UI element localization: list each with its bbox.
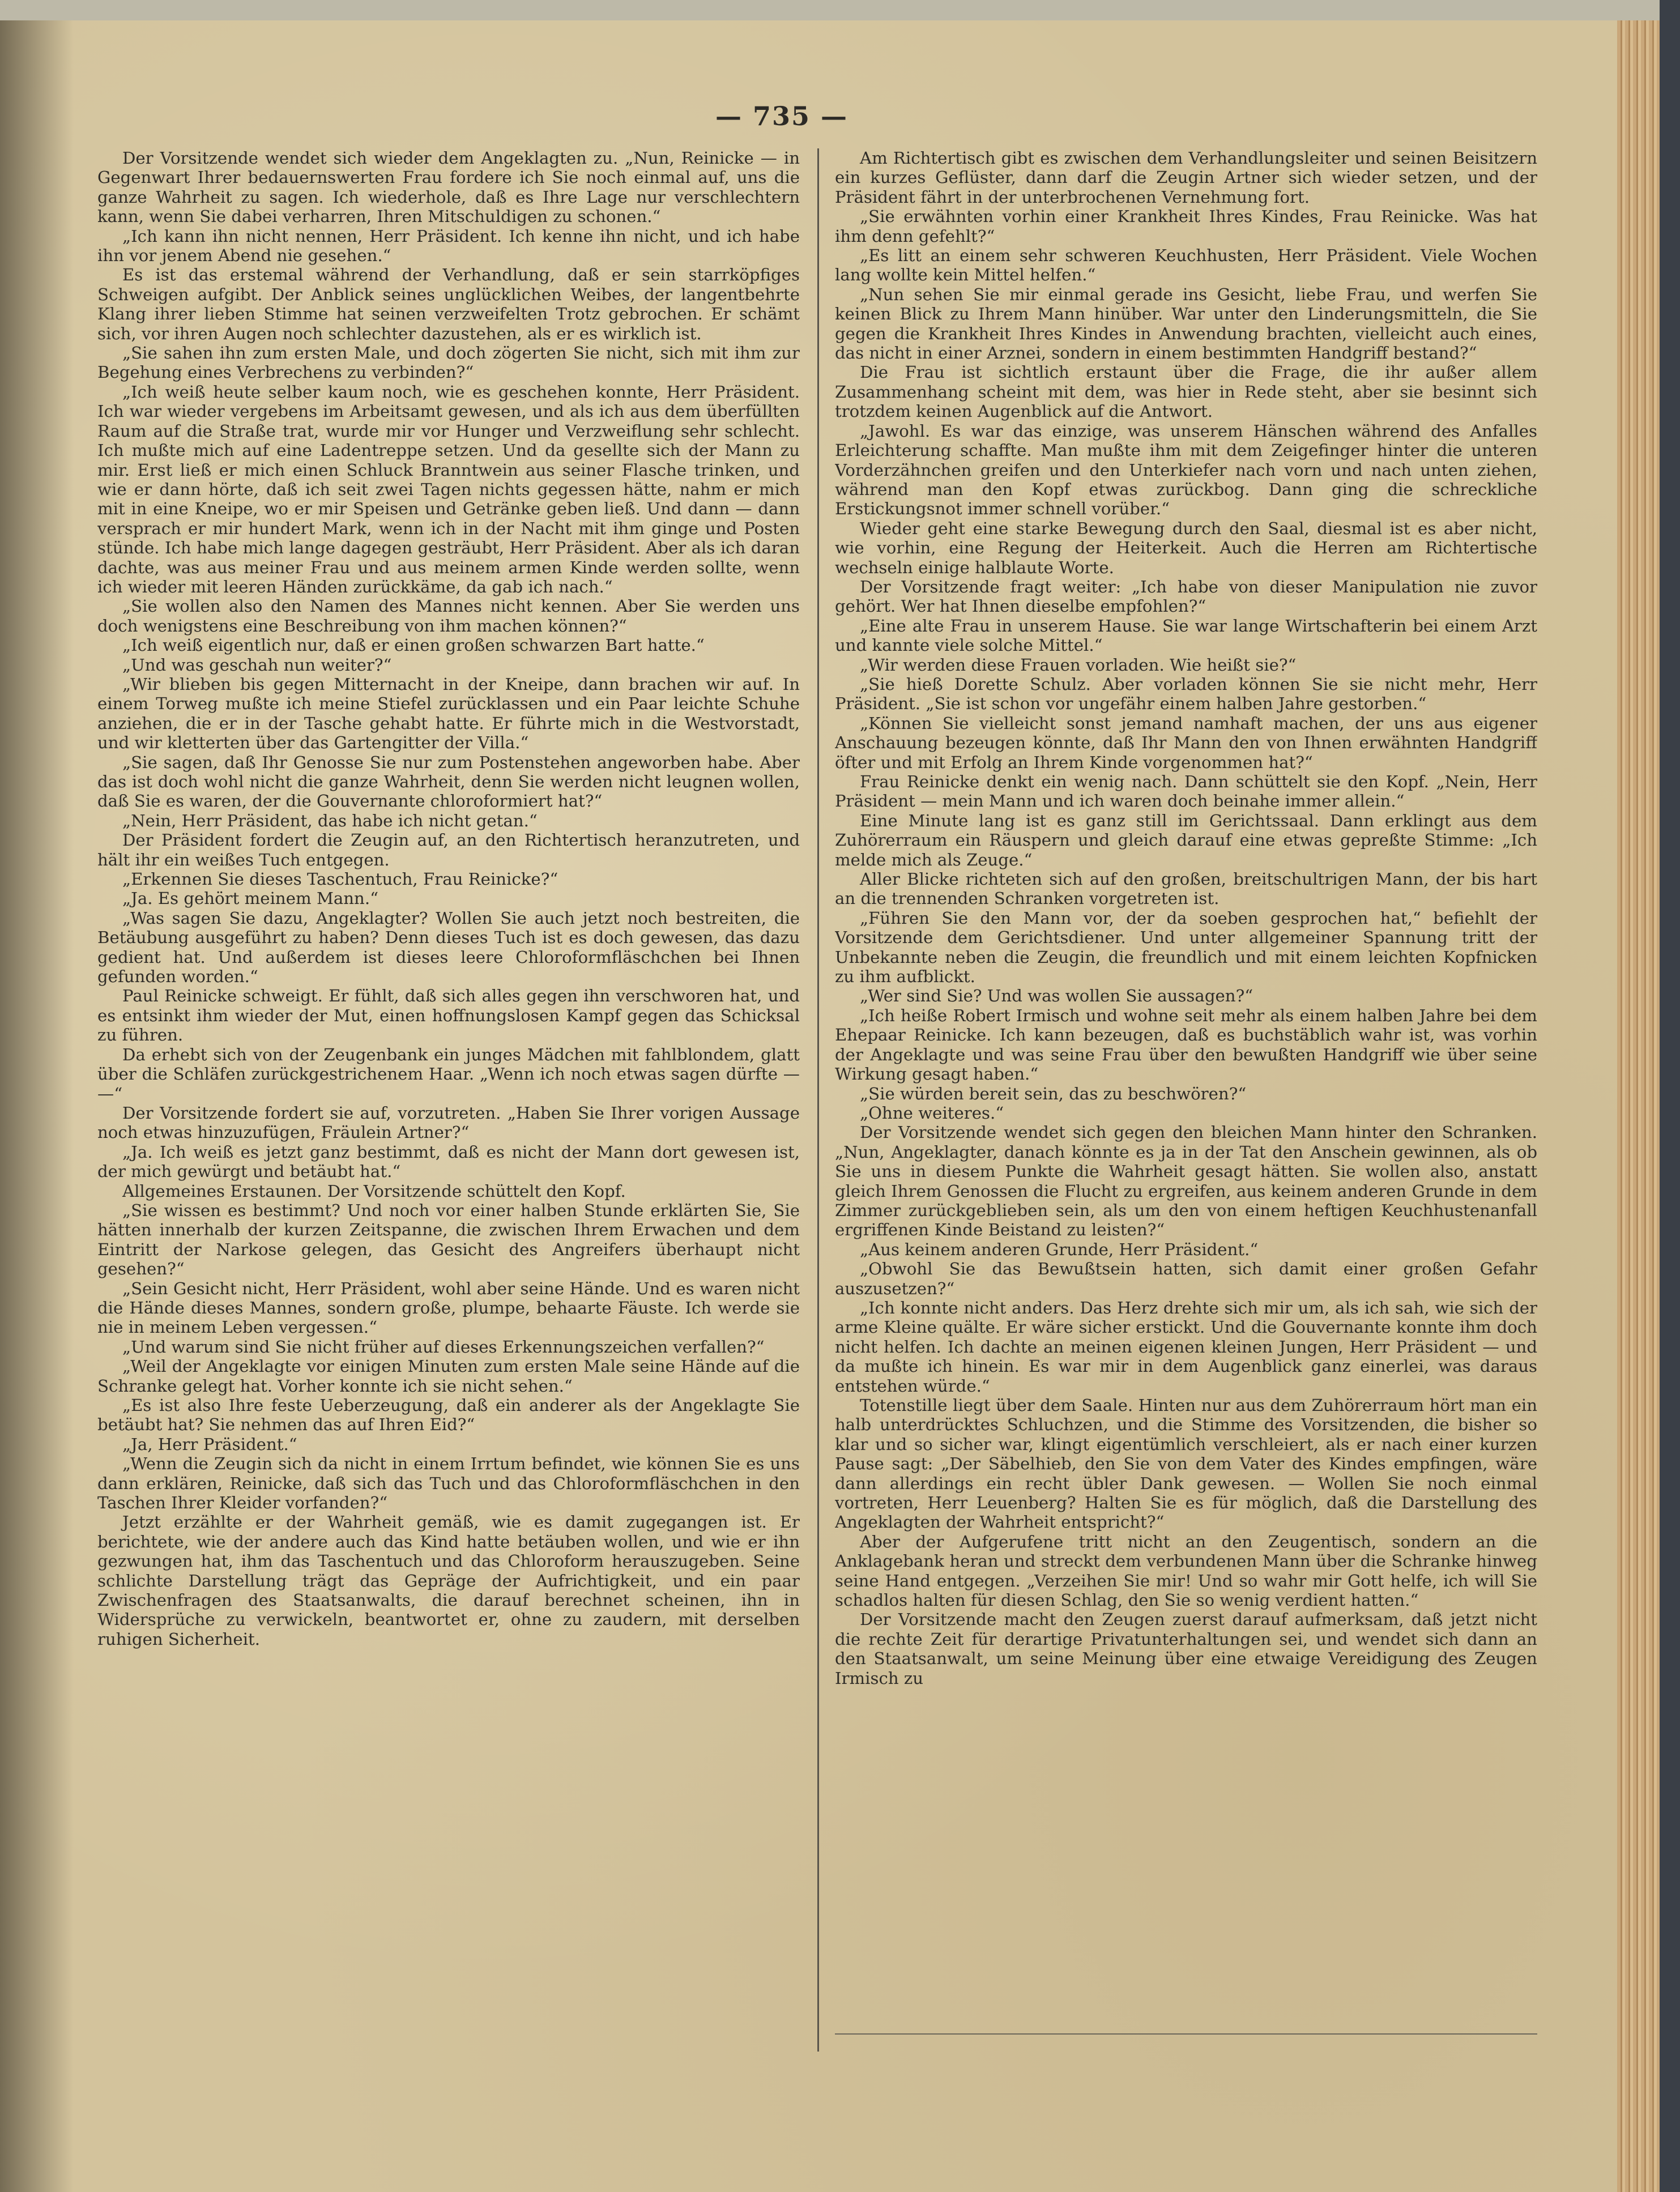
- paragraph: „Erkennen Sie dieses Taschentuch, Frau Reinicke?“: [122, 869, 558, 889]
- text-column-left: [97, 148, 800, 2052]
- paragraph: „Sie wissen es bestimmt? Und noch vor einer halben Stunde erklärten Sie, Sie hätten innerhalb der kurzen Zeitspanne, die zwischen Ihrem Erwachen und dem Eintritt der Narkose gelegen, das Gesicht des Angreifers überhaupt nicht gesehen?“: [97, 1200, 800, 1279]
- paragraph: Frau Reinicke denkt ein wenig nach. Dann schüttelt sie den Kopf. „Nein, Herr Präsident — mein Mann und ich waren doch beinahe immer allein.“: [835, 772, 1537, 811]
- paragraph: „Sie sagen, daß Ihr Genosse Sie nur zum Postenstehen angeworben habe. Aber das ist doch wohl nicht die ganze Wahrheit, denn Sie werden nicht leugnen wollen, daß Sie es waren, der die Gouvernante chloroformiert hat?“: [97, 752, 800, 811]
- paragraph: „Führen Sie den Mann vor, der da soeben gesprochen hat,“ befiehlt der Vorsitzende dem Gerichtsdiener. Und unter allgemeiner Spannung tritt der Unbekannte neben die Zeugin, die freundlich und mit einem leichten Kopfnicken zu ihm aufblickt.: [835, 908, 1537, 987]
- paragraph: Eine Minute lang ist es ganz still im Gerichtssaal. Dann erklingt aus dem Zuhörerraum ein Räuspern und gleich darauf eine etwas gepreßte Stimme: „Ich melde mich als Zeuge.“: [835, 811, 1537, 869]
- paragraph: „Ohne weiteres.“: [860, 1103, 1004, 1123]
- paragraph: Aller Blicke richteten sich auf den großen, breitschultrigen Mann, der bis hart an die trennenden Schranken vorgetreten ist.: [835, 869, 1537, 909]
- column-divider: [817, 148, 819, 2052]
- paragraph: „Und warum sind Sie nicht früher auf dieses Erkennungszeichen verfallen?“: [122, 1337, 765, 1357]
- paragraph: „Ich heiße Robert Irmisch und wohne seit mehr als einem halben Jahre bei dem Ehepaar Reinicke. Ich kann bezeugen, daß es buchstäblich wahr ist, was vorhin der Angeklagte und was seine Frau über den bewußten Handgriff wie über seine Wirkung gesagt haben.“: [835, 1005, 1537, 1084]
- paragraph: Totenstille liegt über dem Saale. Hinten nur aus dem Zuhörerraum hört man ein halb unterdrücktes Schluchzen, und die Stimme des Vorsitzenden, die bisher so klar und so sicher war, klingt eigentümlich verschleiert, als er nach einer kurzen Pause sagt: „Der Säbelhieb, den Sie von dem Vater des Kindes empfingen, wäre dann allerdings ein recht übler Dank gewesen. — Wollen Sie noch einmal vortreten, Herr Leuenberg? Halten Sie es für möglich, daß die Darstellung des Angeklagten der Wahrheit entspricht?“: [835, 1396, 1537, 1532]
- paragraph: „Nein, Herr Präsident, das habe ich nicht getan.“: [122, 811, 538, 830]
- paragraph: Die Frau ist sichtlich erstaunt über die Frage, die ihr außer allem Zusammenhang scheint mit dem, was hier in Rede steht, aber sie besinnt sich trotzdem keinen Augenblick auf die Antwort.: [835, 363, 1537, 421]
- paragraph: „Wir blieben bis gegen Mitternacht in der Kneipe, dann brachen wir auf. In einem Torweg mußte ich meine Stiefel zurücklassen und ein Paar leichte Schuhe anziehen, die er in der Tasche gehabt hatte. Er führte mich in die Westvorstadt, und wir kletterten über das Gartengitter der Villa.“: [97, 674, 800, 753]
- book-cover-edge: [1660, 0, 1680, 2192]
- paragraph: „Sie hieß Dorette Schulz. Aber vorladen können Sie sie nicht mehr, Herr Präsident. „Sie ist schon vor ungefähr einem halben Jahre gestorben.“: [835, 674, 1537, 714]
- paragraph: Paul Reinicke schweigt. Er fühlt, daß sich alles gegen ihn verschworen hat, und es entsinkt ihm wieder der Mut, einen hoffnungslosen Kampf gegen das Schicksal zu führen.: [97, 986, 800, 1045]
- paragraph: „Sie wollen also den Namen des Mannes nicht kennen. Aber Sie werden uns doch wenigstens eine Beschreibung von ihm machen können?“: [97, 596, 800, 636]
- paragraph: „Ich konnte nicht anders. Das Herz drehte sich mir um, als ich sah, wie sich der arme Kleine quälte. Er wäre sicher erstickt. Und die Gouvernante konnte ihm doch nicht helfen. Ich dachte an meinen eigenen kleinen Jungen, Herr Präsident — und da mußte ich hinein. Es war mir in dem Augenblick ganz einerlei, was daraus entstehen würde.“: [835, 1298, 1537, 1396]
- paragraph: Da erhebt sich von der Zeugenbank ein junges Mädchen mit fahlblondem, glatt über die Schläfen zurückgestrichenem Haar. „Wenn ich noch etwas sagen dürfte — —“: [97, 1044, 800, 1103]
- paragraph: „Wer sind Sie? Und was wollen Sie aussagen?“: [860, 986, 1253, 1006]
- paragraph: Der Vorsitzende fragt weiter: „Ich habe von dieser Manipulation nie zuvor gehört. Wer hat Ihnen dieselbe empfohlen?“: [835, 577, 1537, 616]
- text-column-right: [835, 148, 1537, 2052]
- paragraph: Der Vorsitzende wendet sich wieder dem Angeklagten zu. „Nun, Reinicke — in Gegenwart Ihrer bedauernswerten Frau fordere ich Sie noch einmal auf, uns die ganze Wahrheit zu sagen. Ich wiederhole, daß es Ihre Lage nur verschlechtern kann, wenn Sie dabei verharren, Ihren Mitschuldigen zu schonen.“: [97, 148, 800, 227]
- paragraph: „Können Sie vielleicht sonst jemand namhaft machen, der uns aus eigener Anschauung bezeugen könnte, daß Ihr Mann den von Ihnen erwähnten Handgriff öfter und mit Erfolg an Ihrem Kinde vorgenommen hat?“: [835, 713, 1537, 772]
- paragraph: Allgemeines Erstaunen. Der Vorsitzende schüttelt den Kopf.: [122, 1181, 626, 1201]
- paragraph: „Aus keinem anderen Grunde, Herr Präsident.“: [860, 1239, 1259, 1259]
- paragraph: Es ist das erstemal während der Verhandlung, daß er sein starrköpfiges Schweigen aufgibt. Der Anblick seines unglücklichen Weibes, der langentbehrte Klang ihrer lieben Stimme hat seinen verzweifelten Trotz gebrochen. Er schämt sich, vor ihren Augen noch schlechter dazustehen, als er es wirklich ist.: [97, 265, 800, 343]
- paragraph: „Wir werden diese Frauen vorladen. Wie heißt sie?“: [860, 655, 1297, 675]
- paragraph: „Sie sahen ihn zum ersten Male, und doch zögerten Sie nicht, sich mit ihm zur Begehung eines Verbrechens zu verbinden?“: [97, 343, 800, 382]
- paragraph: Der Vorsitzende macht den Zeugen zuerst darauf aufmerksam, daß jetzt nicht die rechte Zeit für derartige Privatunterhaltungen sei, und wendet sich dann an den Staatsanwalt, um seine Meinung über eine etwaige Vereidigung des Zeugen Irmisch zu: [835, 1610, 1537, 1688]
- paragraph: „Sie erwähnten vorhin einer Krankheit Ihres Kindes, Frau Reinicke. Was hat ihm denn gefehlt?“: [835, 207, 1537, 246]
- paragraph: „Ich weiß heute selber kaum noch, wie es geschehen konnte, Herr Präsident. Ich war wieder vergebens im Arbeitsamt gewesen, und als ich aus dem überfüllten Raum auf die Straße trat, wurde mir vor Hunger und Verzweiflung sehr schlecht. Ich mußte mich auf eine Ladentreppe setzen. Und da gesellte sich der Mann zu mir. Erst ließ er mich einen Schluck Branntwein aus seiner Flasche trinken, und wie er dann hörte, daß ich seit zwei Tagen nichts gegessen hätte, nahm er mich mit in eine Kneipe, wo er mir Speisen und Getränke geben ließ. Und dann — dann versprach er mir hundert Mark, wenn ich in der Nacht mit ihm ginge und Posten stünde. Ich habe mich lange dagegen gesträubt, Herr Präsident. Aber als ich daran dachte, was aus meiner Frau und aus meinem armen Kinde werden sollte, wenn ich wieder mit leeren Händen zurückkäme, da gab ich nach.“: [97, 382, 800, 596]
- paragraph: „Ich weiß eigentlich nur, daß er einen großen schwarzen Bart hatte.“: [122, 636, 705, 655]
- paragraph: Jetzt erzählte er der Wahrheit gemäß, wie es damit zugegangen ist. Er berichtete, wie der andere auch das Kind hatte betäuben wollen, und wie er ihn gezwungen hat, ihm das Taschentuch und das Chloroform herauszugeben. Seine schlichte Darstellung trägt das Gepräge der Aufrichtigkeit, und ein paar Zwischenfragen des Staatsanwalts, die darauf berechnet scheinen, ihn in Widersprüche zu verwickeln, beantwortet er, ohne zu zaudern, mit derselben ruhigen Sicherheit.: [97, 1512, 800, 1649]
- paragraph: Der Präsident fordert die Zeugin auf, an den Richtertisch heranzutreten, und hält ihr ein weißes Tuch entgegen.: [97, 830, 800, 869]
- paragraph: „Ja, Herr Präsident.“: [122, 1434, 297, 1454]
- paragraph: „Sein Gesicht nicht, Herr Präsident, wohl aber seine Hände. Und es waren nicht die Hände dieses Mannes, sondern große, plumpe, behaarte Fäuste. Ich werde sie nie in meinem Leben vergessen.“: [97, 1278, 800, 1337]
- paragraph: Der Vorsitzende fordert sie auf, vorzutreten. „Haben Sie Ihrer vorigen Aussage noch etwas hinzuzufügen, Fräulein Artner?“: [97, 1103, 800, 1142]
- paragraph: Der Vorsitzende wendet sich gegen den bleichen Mann hinter den Schranken. „Nun, Angeklagter, danach könnte es ja in der Tat den Anschein gewinnen, als ob Sie uns in diesem Punkte die Wahrheit gesagt hätten. Sie wollen also, anstatt gleich Ihrem Genossen die Flucht zu ergreifen, aus keinem anderen Grunde in dem Zimmer zurückgeblieben sein, als um den von einem heftigen Keuchhustenanfall ergriffenen Kinde Beistand zu leisten?“: [835, 1123, 1537, 1240]
- paragraph: „Sie würden bereit sein, das zu beschwören?“: [860, 1084, 1247, 1103]
- bottom-rule: [835, 2033, 1537, 2035]
- binding-gutter-shadow: [0, 20, 74, 2192]
- paragraph: „Nun sehen Sie mir einmal gerade ins Gesicht, liebe Frau, und werfen Sie keinen Blick zu Ihrem Mann hinüber. War unter den Linderungsmitteln, die Sie gegen die Krankheit Ihres Kindes in Anwendung brachten, vielleicht auch eines, das nicht in einer Arznei, sondern in einem bestimmten Handgriff bestand?“: [835, 284, 1537, 363]
- paragraph: „Weil der Angeklagte vor einigen Minuten zum ersten Male seine Hände auf die Schranke gelegt hat. Vorher konnte ich sie nicht sehen.“: [97, 1357, 800, 1396]
- paragraph: „Und was geschah nun weiter?“: [122, 655, 392, 675]
- paragraph: „Ich kann ihn nicht nennen, Herr Präsident. Ich kenne ihn nicht, und ich habe ihn vor jenem Abend nie gesehen.“: [97, 226, 800, 266]
- paragraph: „Ja. Ich weiß es jetzt ganz bestimmt, daß es nicht der Mann dort gewesen ist, der mich gewürgt und betäubt hat.“: [97, 1142, 800, 1182]
- paragraph: „Jawohl. Es war das einzige, was unserem Hänschen während des Anfalles Erleichterung schaffte. Man mußte ihm mit dem Zeigefinger hinter die unteren Vorderzähnchen greifen und den Unterkiefer nach vorn und nach unten ziehen, während man den Kopf etwas zurückbog. Dann ging die schreckliche Erstickungsnot immer schnell vorüber.“: [835, 421, 1537, 519]
- paragraph: „Ja. Es gehört meinem Mann.“: [122, 889, 379, 909]
- paragraph: „Eine alte Frau in unserem Hause. Sie war lange Wirtschafterin bei einem Arzt und kannte viele solche Mittel.“: [835, 616, 1537, 655]
- paragraph: „Wenn die Zeugin sich da nicht in einem Irrtum befindet, wie können Sie es uns dann erklären, Reinicke, daß sich das Tuch und das Chloroformfläschchen in den Taschen Ihrer Kleider vorfanden?“: [97, 1454, 800, 1513]
- paragraph: „Es litt an einem sehr schweren Keuchhusten, Herr Präsident. Viele Wochen lang wollte kein Mittel helfen.“: [835, 246, 1537, 285]
- paragraph: Am Richtertisch gibt es zwischen dem Verhandlungsleiter und seinen Beisitzern ein kurzes Geflüster, dann darf die Zeugin Artner sich wieder setzen, und der Präsident fährt in der unterbrochenen Vernehmung fort.: [835, 148, 1537, 207]
- paragraph: „Was sagen Sie dazu, Angeklagter? Wollen Sie auch jetzt noch bestreiten, die Betäubung ausgeführt zu haben? Denn dieses Tuch ist es doch gewesen, das dazu gedient hat. Und außerdem ist dieses leere Chloroformfläschchen bei Ihnen gefunden worden.“: [97, 908, 800, 987]
- paragraph: Wieder geht eine starke Bewegung durch den Saal, diesmal ist es aber nicht, wie vorhin, eine Regung der Heiterkeit. Auch die Herren am Richtertische wechseln einige halblaute Worte.: [835, 518, 1537, 577]
- paragraph: „Es ist also Ihre feste Ueberzeugung, daß ein anderer als der Angeklagte Sie betäubt hat? Sie nehmen das auf Ihren Eid?“: [97, 1396, 800, 1435]
- page-number: — 735 —: [715, 101, 848, 131]
- paragraph: „Obwohl Sie das Bewußtsein hatten, sich damit einer großen Gefahr auszusetzen?“: [835, 1259, 1537, 1298]
- paragraph: Aber der Aufgerufene tritt nicht an den Zeugentisch, sondern an die Anklagebank heran und streckt dem verbundenen Mann über die Schranke hinweg seine Hand entgegen. „Verzeihen Sie mir! Und so wahr mir Gott helfe, ich will Sie schadlos halten für diesen Schlag, den Sie so wenig verdient hatten.“: [835, 1532, 1537, 1610]
